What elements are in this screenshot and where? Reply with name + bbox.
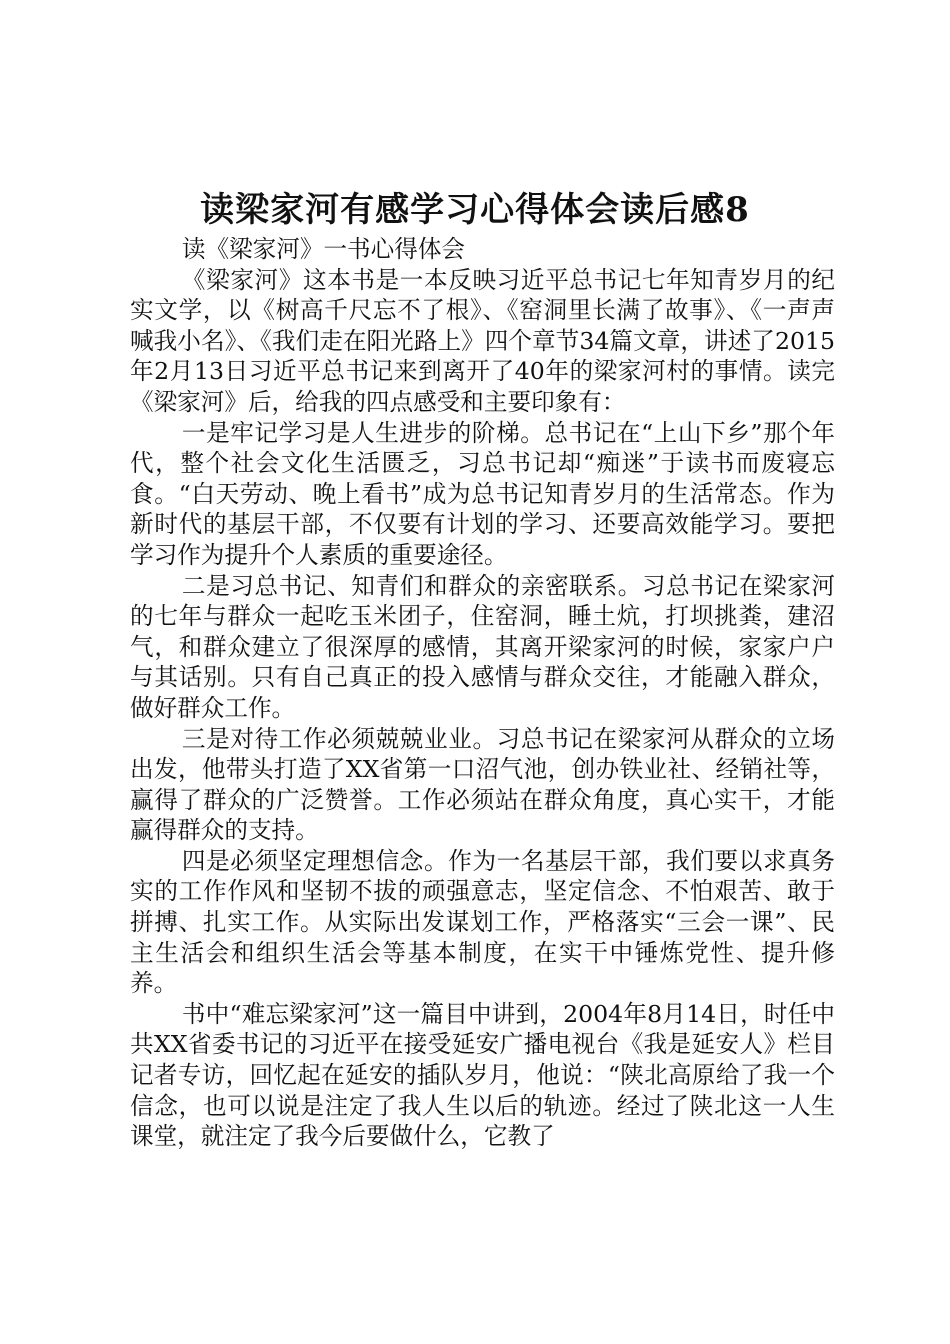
paragraph-quote: 书中“难忘梁家河”这一篇目中讲到，2004年8月14日，时任中共XX省委书记的习近平在接受延安广播电视台《我是延安人》栏目记者专访，回忆起在延安的插队岁月，他说：“陕北高原给了我一个信念，也可以说是注定了我人生以后的轨迹。经过了陕北这一人生课堂，就注定了我今后要做什么，它教了 — [130, 999, 835, 1151]
document-title: 读梁家河有感学习心得体会读后感8 — [200, 190, 750, 230]
paragraph-intro: 《梁家河》这本书是一本反映习近平总书记七年知青岁月的纪实文学，以《树高千尺忘不了根》、《窑洞里长满了故事》、《一声声喊我小名》、《我们走在阳光路上》四个章节34篇文章，讲述了2015年2月13日习近平总书记来到离开了40年的梁家河村的事情。读完《梁家河》后，给我的四点感受和主要印象有： — [130, 265, 835, 416]
paragraph-point-one: 一是牢记学习是人生进步的阶梯。总书记在“上山下乡”那个年代，整个社会文化生活匮乏，习总书记却“痴迷”于读书而废寝忘食。“白天劳动、晚上看书”成为总书记知青岁月的生活常态。作为新时代的基层干部，不仅要有计划的学习、还要高效能学习。要把学习作为提升个人素质的重要途径。 — [130, 418, 835, 569]
paragraph-point-two: 二是习总书记、知青们和群众的亲密联系。习总书记在梁家河的七年与群众一起吃玉米团子，住窑洞，睡土炕，打坝挑粪，建沼气，和群众建立了很深厚的感情，其离开梁家河的时候，家家户户与其话别。只有自己真正的投入感情与群众交往，才能融入群众，做好群众工作。 — [130, 571, 835, 722]
paragraph-point-four: 四是必须坚定理想信念。作为一名基层干部，我们要以求真务实的工作作风和坚韧不拔的顽强意志，坚定信念、不怕艰苦、敢于拼搏、扎实工作。从实际出发谋划工作，严格落实“三会一课”、民主生活会和组织生活会等基本制度，在实干中锤炼党性、提升修养。 — [130, 846, 835, 998]
document-body — [130, 234, 835, 1152]
paragraph-point-three: 三是对待工作必须兢兢业业。习总书记在梁家河从群众的立场出发，他带头打造了XX省第一口沼气池，创办铁业社、经销社等，赢得了群众的广泛赞誉。工作必须站在群众角度，真心实干，才能赢得群众的支持。 — [130, 724, 835, 845]
paragraph-subtitle: 读《梁家河》一书心得体会 — [181, 235, 466, 263]
